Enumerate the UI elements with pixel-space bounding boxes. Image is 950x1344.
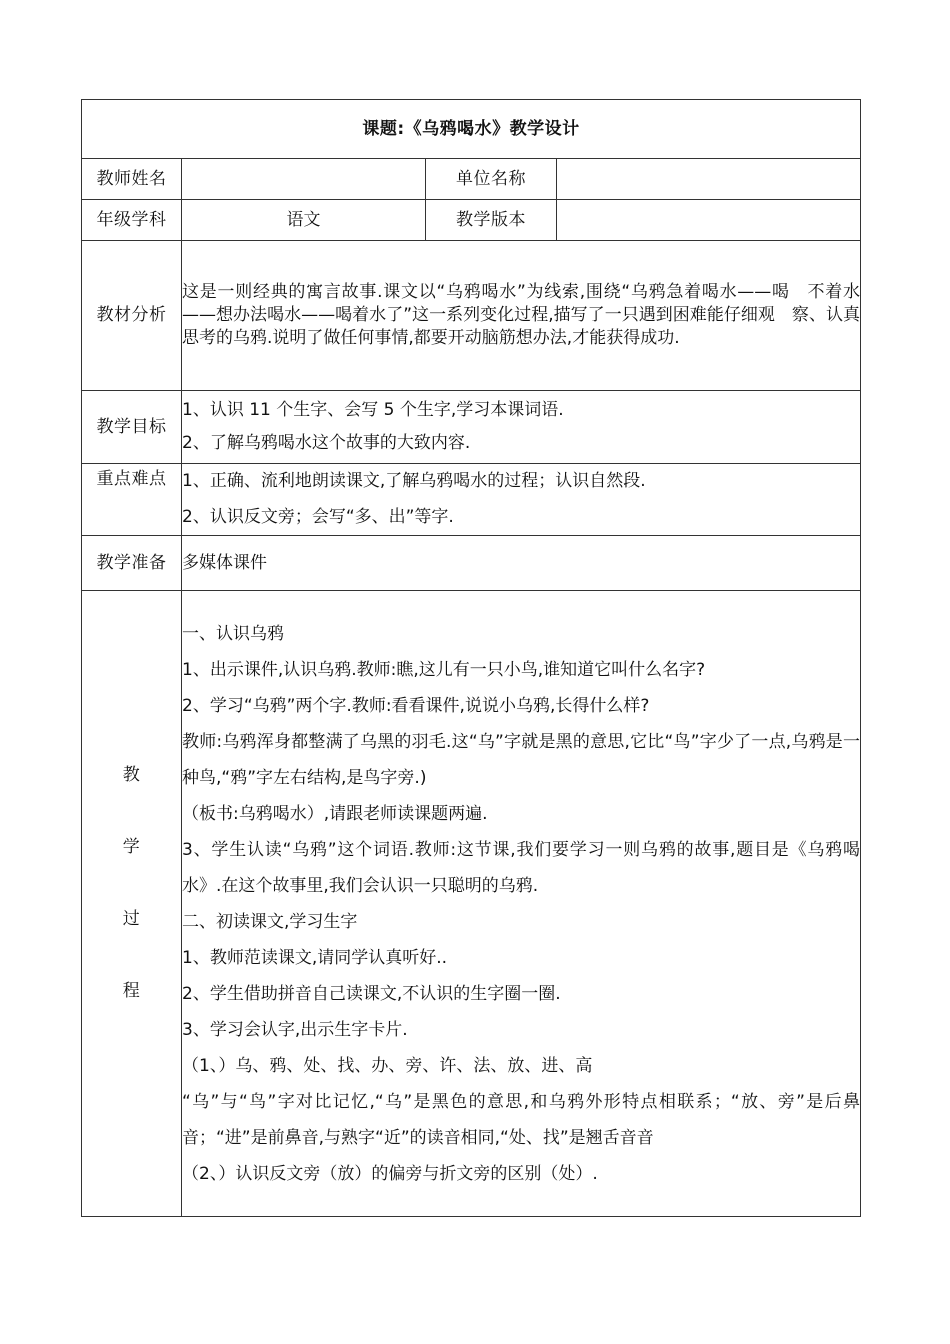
process-paragraph: 3、学生认读“乌鸦”这个词语.教师:这节课,我们要学习一则乌鸦的故事,题目是《乌鸦喝水》.在这个故事里,我们会认识一只聪明的乌鸦. [182,839,860,896]
process-label-char: 程 [122,980,141,1001]
process-paragraph: 教师:乌鸦浑身都整满了乌黑的羽毛.这“乌”字就是黑的意思,它比“鸟”字少了一点,乌鸦是一种鸟,“鸦”字左右结构,是鸟字旁.) [182,731,860,788]
process-paragraph: （板书:乌鸦喝水）,请跟老师读课题两遍. [182,803,488,824]
process-paragraph: 二、初读课文,学习生字 [182,911,358,932]
keypoints-content [182,464,861,536]
keypoint-item: 2、认识反文旁；会写“多、出”等字. [182,506,454,527]
materials-row [82,241,861,391]
process-paragraph: 1、教师范读课文,请同学认真听好.. [182,947,448,968]
teacher-name-value [182,159,426,200]
keypoint-item: 1、正确、流利地朗读课文,了解乌鸦喝水的过程；认识自然段. [182,471,646,491]
unit-name-value [557,159,861,200]
grade-subject-value: 语文 [182,200,426,241]
process-paragraph: 3、学习会认字,出示生字卡片. [182,1019,408,1040]
process-label [82,591,182,1217]
grade-row [82,200,861,241]
title-row [82,100,861,159]
lesson-title: 课题:《乌鸦喝水》教学设计 [82,100,861,159]
process-paragraph: （2、）认识反文旁（放）的偏旁与折文旁的区别（处）. [182,1164,598,1185]
process-paragraph: “乌”与“鸟”字对比记忆,“乌”是黑色的意思,和乌鸦外形特点相联系；“放、旁”是后鼻音；“进”是前鼻音,与熟字“近”的读音相同,“处、找”是翘舌音音 [182,1092,860,1149]
process-paragraph: 2、学生借助拼音自己读课文,不认识的生字圈一圈. [182,983,561,1004]
goals-content [182,391,861,464]
edition-value [557,200,861,241]
process-label-char: 教 [122,764,141,785]
materials-label: 教材分析 [82,241,182,391]
keypoints-label: 重点难点 [82,464,182,536]
materials-text: 这是一则经典的寓言故事.课文以“乌鸦喝水”为线索,围绕“乌鸦急着喝水——喝 不着水——想办法喝水——喝着水了”这一系列变化过程,描写了一只遇到困难能仔细观 察、认真思考的乌鸦.说明了做任何事情,都要开动脑筋想办法,才能获得成功. [182,241,861,391]
teacher-name-label: 教师姓名 [82,159,182,200]
process-row [82,591,861,1217]
process-label-char: 过 [122,908,141,929]
unit-name-label: 单位名称 [426,159,557,200]
prep-row [82,536,861,591]
goal-item: 1、认识 11 个生字、会写 5 个生字,学习本课词语. [182,399,564,420]
goal-item: 2、了解乌鸦喝水这个故事的大致内容. [182,433,471,453]
process-paragraph: （1、）乌、鸦、处、找、办、旁、许、法、放、进、高 [182,1056,593,1076]
prep-text: 多媒体课件 [182,536,861,591]
goals-row [82,391,861,464]
process-content [182,591,861,1217]
process-paragraph: 1、出示课件,认识乌鸦.教师:瞧,这儿有一只小鸟,谁知道它叫什么名字? [182,659,706,680]
teacher-row [82,159,861,200]
process-label-char: 学 [122,836,141,857]
process-paragraph: 一、认识乌鸦 [182,623,284,644]
prep-label: 教学准备 [82,536,182,591]
process-paragraph: 2、学习“乌鸦”两个字.教师:看看课件,说说小乌鸦,长得什么样? [182,695,650,716]
lesson-plan-table [81,99,861,1217]
grade-subject-label: 年级学科 [82,200,182,241]
keypoints-row [82,464,861,536]
edition-label: 教学版本 [426,200,557,241]
goals-label: 教学目标 [82,391,182,464]
